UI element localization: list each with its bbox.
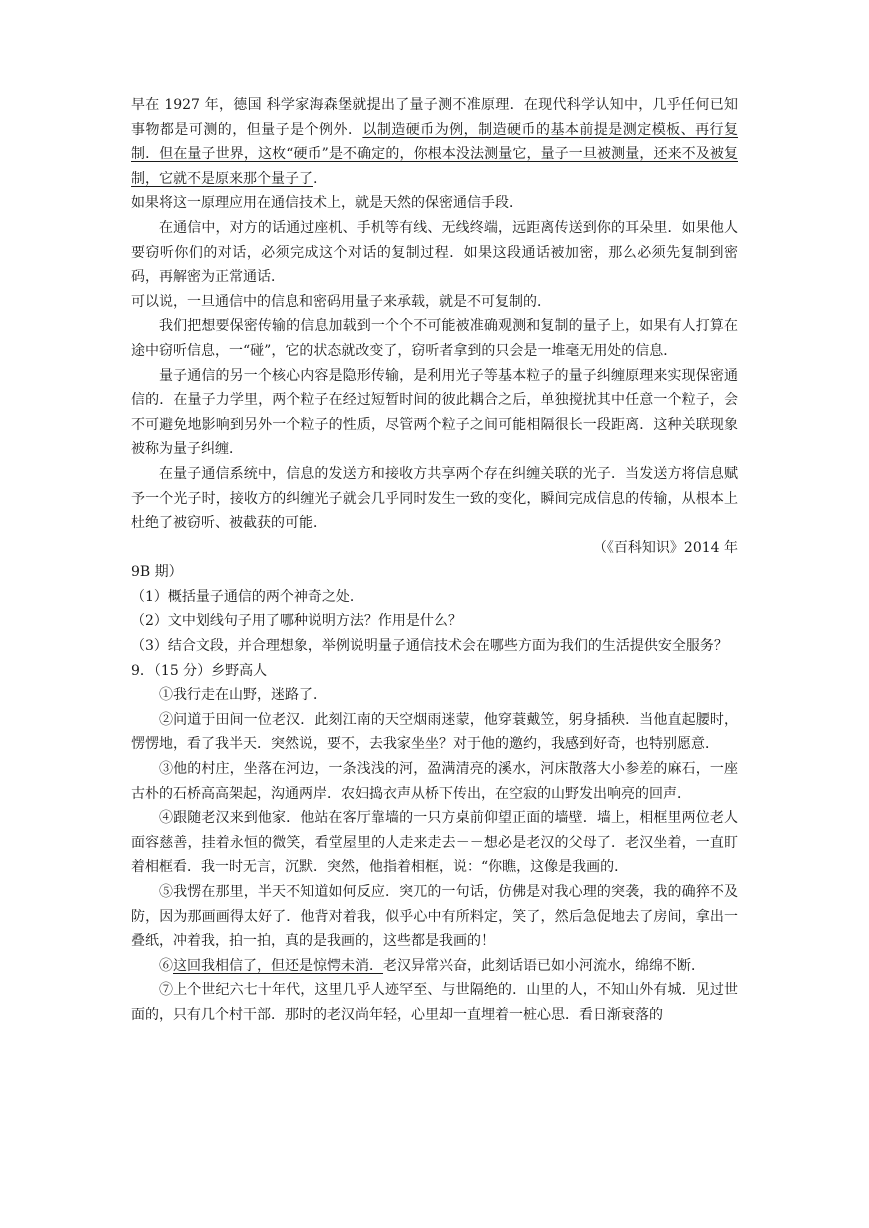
story-paragraph: ②问道于田间一位老汉．此刻江南的天空烟雨迷蒙，他穿蓑戴笠，躬身插秧．当他直起腰时，愣愣地，看了我半天．突然说，要不，去我家坐坐？对于他的邀约，我感到好奇，也特别愿意．: [131, 711, 738, 753]
story-paragraph: ⑥这回我相信了，但还是惊愕未消．老汉异常兴奋，此刻话语已如小河流水，绵绵不断．: [159, 957, 705, 974]
question-2: （2）文中划线句子用了哪种说明方法？作用是什么？: [131, 613, 462, 630]
story-paragraph: ④跟随老汉来到他家．他站在客厅靠墙的一只方桌前仰望正面的墙壁．墙上，相框里两位老人面容慈善，挂着永恒的微笑，看堂屋里的人走来走去－－想必是老汉的父母了．老汉坐着，一直盯着相框看．我一时无言，沉默．突然，他指着相框，说：“你瞧，这像是我画的．: [131, 810, 738, 876]
story-paragraph: ①我行走在山野，迷路了．: [159, 687, 327, 704]
question-3: （3）结合文段，并合理想象，举例说明量子通信技术会在哪些方面为我们的生活提供安全服务？: [131, 638, 728, 655]
story-paragraph: ⑤我愣在那里，半天不知道如何反应．突兀的一句话，仿佛是对我心理的突袭，我的确猝不及防，因为那画画得太好了．他背对着我，似乎心中有所料定，笑了，然后急促地去了房间，拿出一叠纸，冲着我，拍一拍，真的是我画的，这些都是我画的！: [131, 884, 738, 950]
underlined-sentence: 这回我相信了，但还是惊愕未消．: [173, 957, 383, 974]
source-citation-cont: 9B 期）: [131, 564, 183, 581]
passage-paragraph: 在通信中，对方的话通过座机、手机等有线、无线终端，远距离传送到你的耳朵里．如果他人要窃听你们的对话，必须完成这个对话的复制过程．如果这段通话被加密，那么必须先复制到密码，再解密为正常通话．: [131, 219, 738, 286]
story-paragraph: ⑦上个世纪六七十年代，这里几乎人迹罕至、与世隔绝的．山里的人，不知山外有城．见过世面的，只有几个村干部．那时的老汉尚年轻，心里却一直埋着一桩心思．看日渐衰落的: [131, 982, 738, 1023]
underlined-sentence: 以制造硬币为例，制造硬币的基本前提是测定模板、再行复制．但在量子世界，这枚“硬币”是不确定的，你根本没法测量它，量子一旦被测量，还来不及被复制，它就不是原来那个量子了: [131, 121, 739, 187]
paragraph-text: 早在 1927 年，德国 科学家海森堡就提出了量子测不准原理．在现代科学认知中，几乎任何已知事物都是可测的，但量子是个例外．: [131, 97, 738, 138]
passage-paragraph: 如果将这一原理应用在通信技术上，就是天然的保密通信手段．: [131, 195, 523, 212]
passage-paragraph: 早在 1927 年，德国 科学家海森堡就提出了量子测不准原理．在现代科学认知中，几乎任何已知事物都是可测的，但量子是个例外．以制造硬币为例，制造硬币的基本前提是测定模板、再行复制．但在量子世界，这枚“硬币”是不确定的，你根本没法测量它，量子一旦被测量，还来不及被复制，它就不是原来那个量子了.: [131, 97, 739, 187]
story-paragraph: ③他的村庄，坐落在河边，一条浅浅的河，盈满清亮的溪水，河床散落大小参差的麻石，一座古朴的石桥高高架起，沟通两岸．农妇捣衣声从桥下传出，在空寂的山野发出响亮的回声．: [131, 761, 738, 802]
document-page: [131, 93, 738, 1028]
passage-paragraph: 在量子通信系统中，信息的发送方和接收方共享两个存在纠缠关联的光子．当发送方将信息赋予一个光子时，接收方的纠缠光子就会几乎同时发生一致的变化，瞬间完成信息的传输，从根本上杜绝了被窃听、被截获的可能．: [131, 465, 738, 532]
passage-paragraph: 量子通信的另一个核心内容是隐形传输，是利用光子等基本粒子的量子纠缠原理来实现保密通信的．在量子力学里，两个粒子在经过短暂时间的彼此耦合之后，单独搅扰其中任意一个粒子，会不可避免地影响到另外一个粒子的性质，尽管两个粒子之间可能相隔很长一段距离．这种关联现象被称为量子纠缠．: [131, 367, 738, 458]
passage-paragraph: 我们把想要保密传输的信息加载到一个个不可能被准确观测和复制的量子上，如果有人打算在途中窃听信息，一“碰”，它的状态就改变了，窃听者拿到的只会是一堆毫无用处的信息．: [131, 318, 738, 359]
source-citation: （《百科知识》2014 年: [592, 539, 738, 556]
passage-paragraph: 可以说，一旦通信中的信息和密码用量子来承载，就是不可复制的．: [131, 293, 551, 310]
question-1: （1）概括量子通信的两个神奇之处．: [131, 588, 364, 605]
question-heading: 9．（15 分）乡野高人: [131, 662, 268, 679]
